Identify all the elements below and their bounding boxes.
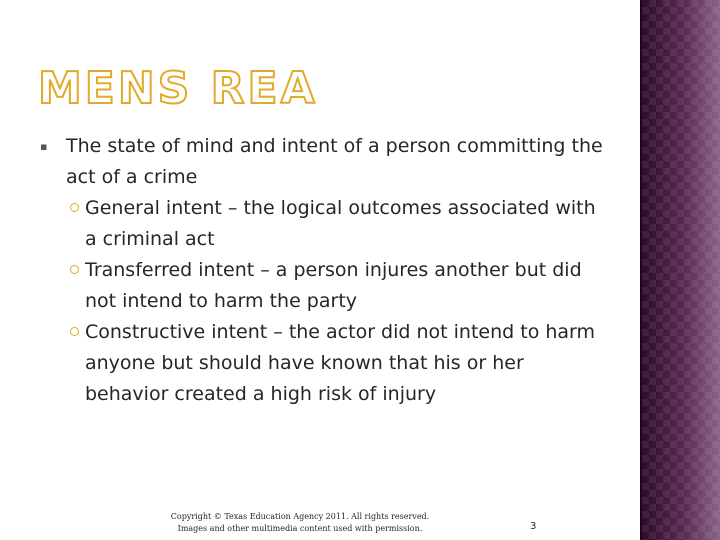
sub-bullet-text: Constructive intent – the actor did not intend to harm anyone but should have known that his or her behavior created a high risk of injury xyxy=(85,321,596,405)
sub-bullet-constructive-intent xyxy=(40,317,610,410)
bullet-main-text: The state of mind and intent of a person committing the act of a crime xyxy=(66,135,603,188)
circle-bullet-icon xyxy=(70,327,79,336)
circle-bullet-icon xyxy=(70,265,79,274)
circle-bullet-icon xyxy=(70,203,79,212)
sub-bullet-transferred-intent xyxy=(40,255,610,317)
bullet-main xyxy=(40,131,610,193)
copyright-footer xyxy=(150,511,450,535)
footer-line-2: Images and other multimedia content used with permission. xyxy=(177,524,423,533)
sub-bullet-text: Transferred intent – a person injures another but did not intend to harm the party xyxy=(85,259,582,312)
sub-bullet-general-intent xyxy=(40,193,610,255)
slide-title: MENS REA xyxy=(38,63,318,114)
slide-number: 3 xyxy=(530,521,537,532)
footer-line-1: Copyright © Texas Education Agency 2011. All rights reserved. xyxy=(170,512,430,521)
decorative-side-panel xyxy=(642,0,720,540)
slide-content xyxy=(40,131,610,410)
bullet-marker-icon: ▪ xyxy=(40,140,48,153)
sub-bullet-text: General intent – the logical outcomes associated with a criminal act xyxy=(85,197,596,250)
